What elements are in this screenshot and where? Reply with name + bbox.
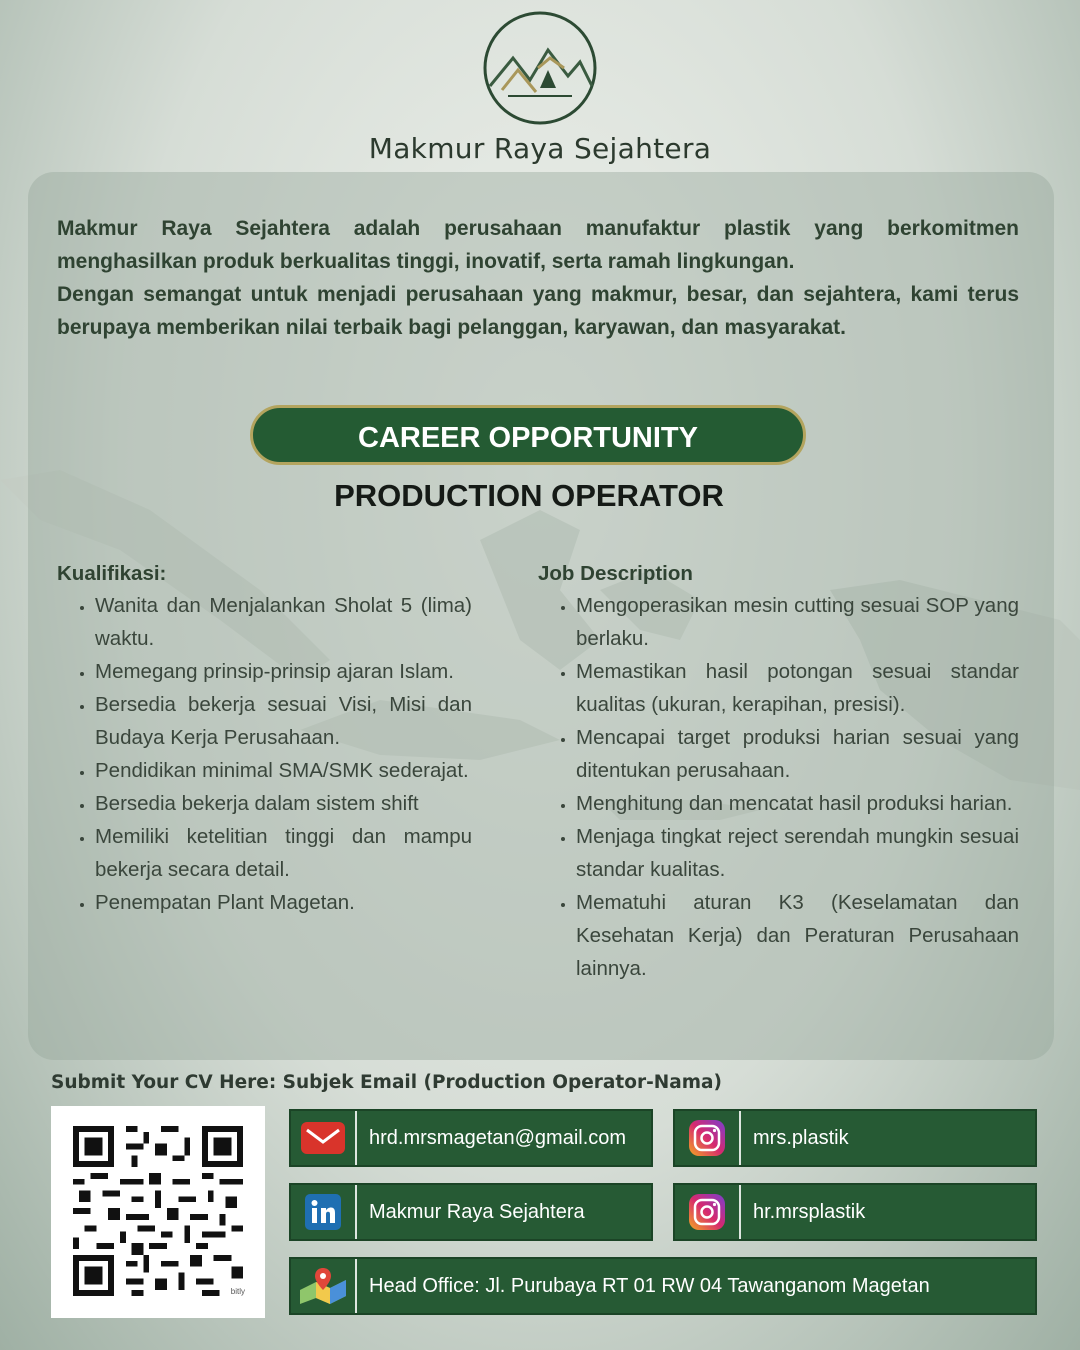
linkedin-contact[interactable] (289, 1183, 653, 1241)
job-description-list (538, 589, 1019, 985)
brand-header (0, 10, 1080, 165)
instagram-contact[interactable] (673, 1183, 1037, 1241)
intro-paragraph: Makmur Raya Sejahtera adalah perusahaan manufaktur plastik yang berkomitmen menghasilkan produk berkualitas tinggi, inovatif, serta ramah lingkungan. (57, 217, 1019, 273)
list-item: • Memastikan hasil potongan sesuai standar kualitas (ukuran, kerapihan, presisi). (576, 655, 1019, 721)
email-contact[interactable] (289, 1109, 653, 1167)
address-contact[interactable] (289, 1257, 1037, 1315)
qualifications-list (57, 589, 472, 919)
map-icon (296, 1266, 350, 1306)
list-item: • Wanita dan Menjalankan Sholat 5 (lima) waktu. (95, 589, 472, 655)
brand-name: Makmur Raya Sejahtera (368, 132, 712, 165)
list-item: • Mengoperasikan mesin cutting sesuai SOP yang berlaku. (576, 589, 1019, 655)
qualifications-heading: Kualifikasi: (57, 562, 167, 585)
intro-paragraph: Dengan semangat untuk menjadi perusahaan yang makmur, besar, dan sejahtera, kami terus berupaya memberikan nilai terbaik bagi pelanggan, karyawan, dan masyarakat. (57, 283, 1019, 339)
list-item: • Memegang prinsip-prinsip ajaran Islam. (95, 655, 472, 688)
list-item: • Menjaga tingkat reject serendah mungkin sesuai standar kualitas. (576, 820, 1019, 886)
submit-cv-instruction: Submit Your CV Here: Subjek Email (Production Operator-Nama) (51, 1072, 722, 1093)
instagram-contact[interactable] (673, 1109, 1037, 1167)
qr-code[interactable] (51, 1106, 265, 1318)
job-description-heading: Job Description (538, 562, 693, 585)
qr-code-icon (71, 1126, 245, 1296)
position-title: PRODUCTION OPERATOR (334, 478, 724, 513)
mountain-logo-icon (478, 10, 602, 126)
list-item: • Bersedia bekerja sesuai Visi, Misi dan Budaya Kerja Perusahaan. (95, 688, 472, 754)
list-item: • Mencapai target produksi harian sesuai yang ditentukan perusahaan. (576, 721, 1019, 787)
career-opportunity-banner: CAREER OPPORTUNITY (250, 405, 806, 465)
list-item: • Memiliki ketelitian tinggi dan mampu bekerja secara detail. (95, 820, 472, 886)
office-address: Head Office: Jl. Purubaya RT 01 RW 04 Tawanganom Magetan (369, 1275, 930, 1297)
qr-caption: bitly (230, 1287, 245, 1296)
list-item: • Penempatan Plant Magetan. (95, 886, 472, 919)
job-description-section (538, 560, 1019, 985)
instagram-handle: mrs.plastik (753, 1127, 849, 1149)
list-item: • Pendidikan minimal SMA/SMK sederajat. (95, 754, 472, 787)
instagram-icon (687, 1118, 727, 1158)
list-item: • Bersedia bekerja dalam sistem shift (95, 787, 472, 820)
email-icon (299, 1120, 347, 1156)
list-item: • Menghitung dan mencatat hasil produksi harian. (576, 787, 1019, 820)
email-address: hrd.mrsmagetan@gmail.com (369, 1127, 627, 1149)
linkedin-name: Makmur Raya Sejahtera (369, 1201, 585, 1223)
instagram-icon (687, 1192, 727, 1232)
company-intro (57, 212, 1019, 344)
list-item: • Mematuhi aturan K3 (Keselamatan dan Kesehatan Kerja) dan Peraturan Perusahaan lainnya. (576, 886, 1019, 985)
linkedin-icon (304, 1193, 342, 1231)
instagram-handle: hr.mrsplastik (753, 1201, 866, 1223)
qualifications-section (57, 560, 472, 919)
